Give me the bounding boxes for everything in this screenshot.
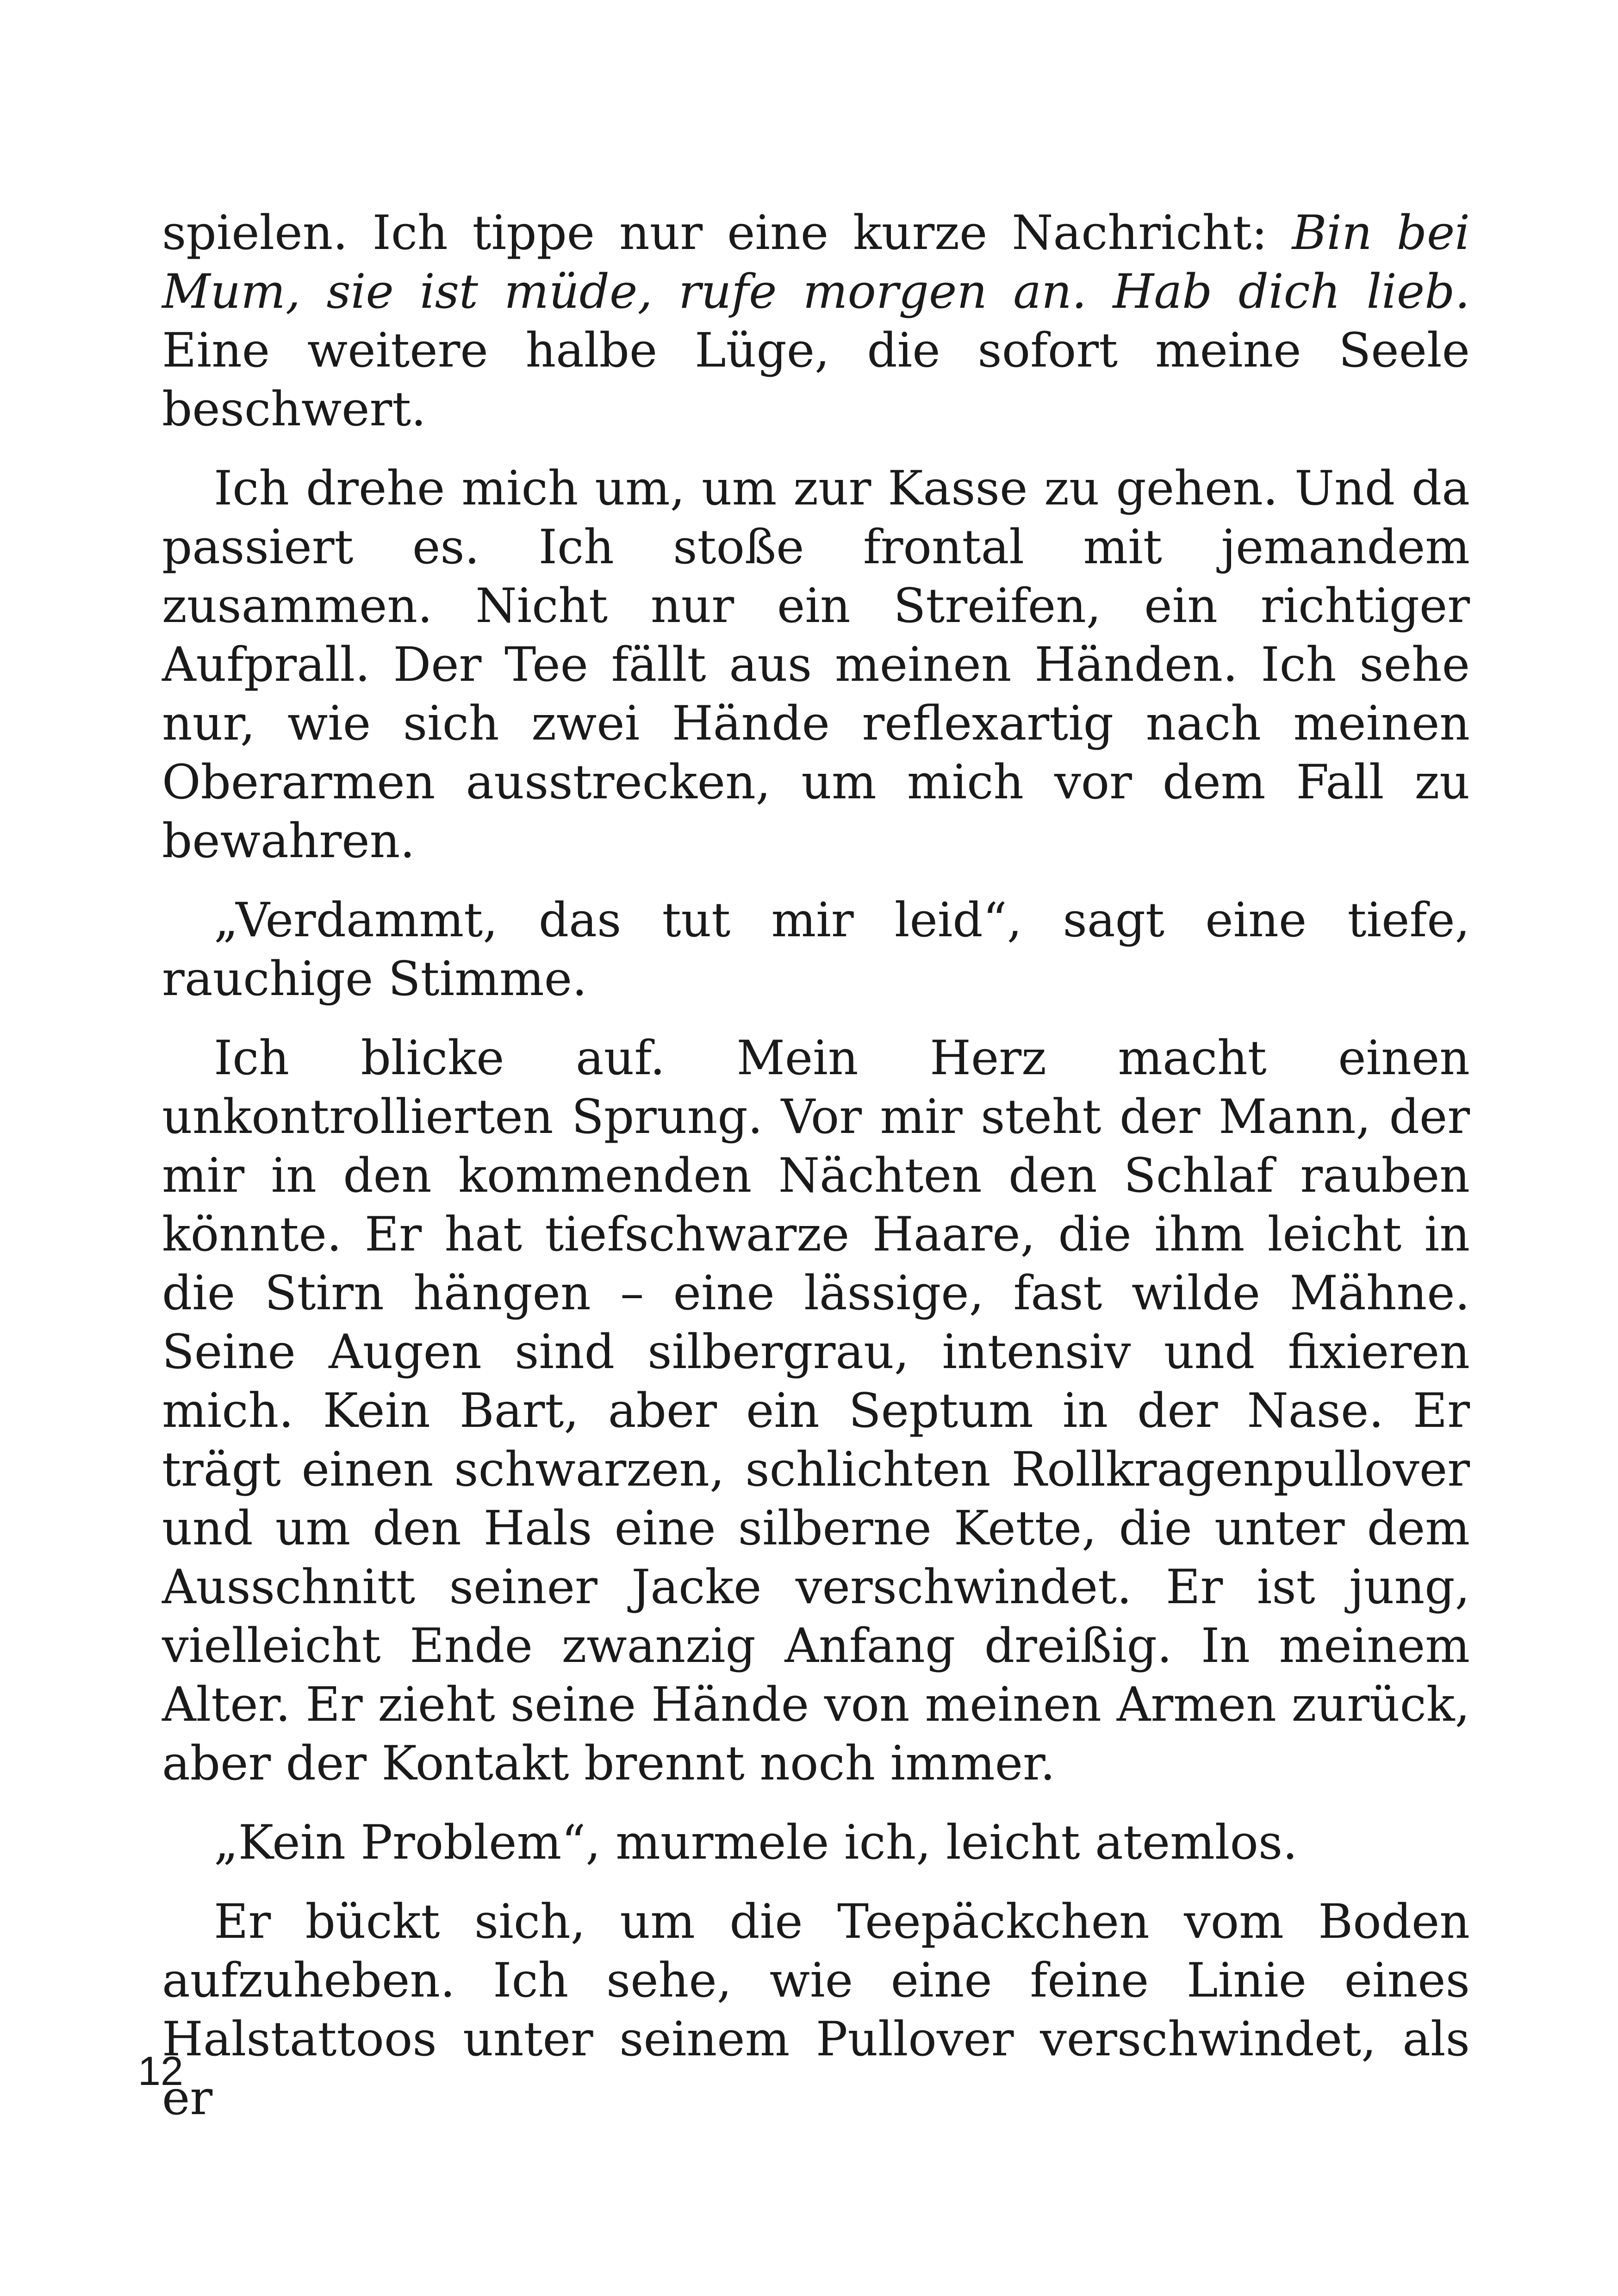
paragraph-3-text: „Verdammt, das tut mir leid“, sagt eine tiefe, rauchige Stimme. xyxy=(162,893,1470,1007)
page-number: 12 xyxy=(138,2048,183,2094)
paragraph-1 xyxy=(162,204,1470,439)
paragraph-2-text: Ich drehe mich um, um zur Kasse zu gehen. Und da passiert es. Ich stoße frontal mit jemandem zusammen. Nicht nur ein Streifen, ein richtiger Aufprall. Der Tee fällt aus meinen Händen. Ich sehe nur, wie sich zwei Hände reflexartig nach meinen Oberarmen ausstrecken, um mich vor dem Fall zu bewahren. xyxy=(162,461,1470,869)
paragraph-5-text: „Kein Problem“, murmele ich, leicht atemlos. xyxy=(214,1815,1298,1870)
paragraph-3 xyxy=(162,891,1470,1008)
paragraph-5 xyxy=(162,1813,1470,1872)
paragraph-4-text: Ich blicke auf. Mein Herz macht einen unkontrollierten Sprung. Vor mir steht der Mann, der mir in den kommenden Nächten den Schlaf rauben könnte. Er hat tiefschwarze Haare, die ihm leicht in die Stirn hängen – eine lässige, fast wilde Mähne. Seine Augen sind silbergrau, intensiv und fixieren mich. Kein Bart, aber ein Septum in der Nase. Er trägt einen schwarzen, schlichten Rollkragenpullover und um den Hals eine silberne Kette, die unter dem Ausschnitt seiner Jacke verschwindet. Er ist jung, vielleicht Ende zwanzig Anfang dreißig. In meinem Alter. Er zieht seine Hände von meinen Armen zurück, aber der Kontakt brennt noch immer. xyxy=(162,1031,1470,1791)
paragraph-2 xyxy=(162,459,1470,871)
body-text xyxy=(162,204,1470,2148)
paragraph-4 xyxy=(162,1029,1470,1793)
paragraph-6-text: Er bückt sich, um die Teepäckchen vom Boden aufzuheben. Ich sehe, wie eine feine Linie eines Halstattoos unter seinem Pullover verschwindet, als er xyxy=(162,1894,1470,2126)
paragraph-1-text-end: Eine weitere halbe Lüge, die sofort meine Seele beschwert. xyxy=(162,323,1470,437)
paragraph-6 xyxy=(162,1892,1470,2128)
text-message-italic: Bin bei Mum, sie ist müde, rufe morgen an. Hab dich lieb. xyxy=(162,205,1470,319)
paragraph-1-text: spielen. Ich tippe nur eine kurze Nachricht: xyxy=(162,205,1292,261)
